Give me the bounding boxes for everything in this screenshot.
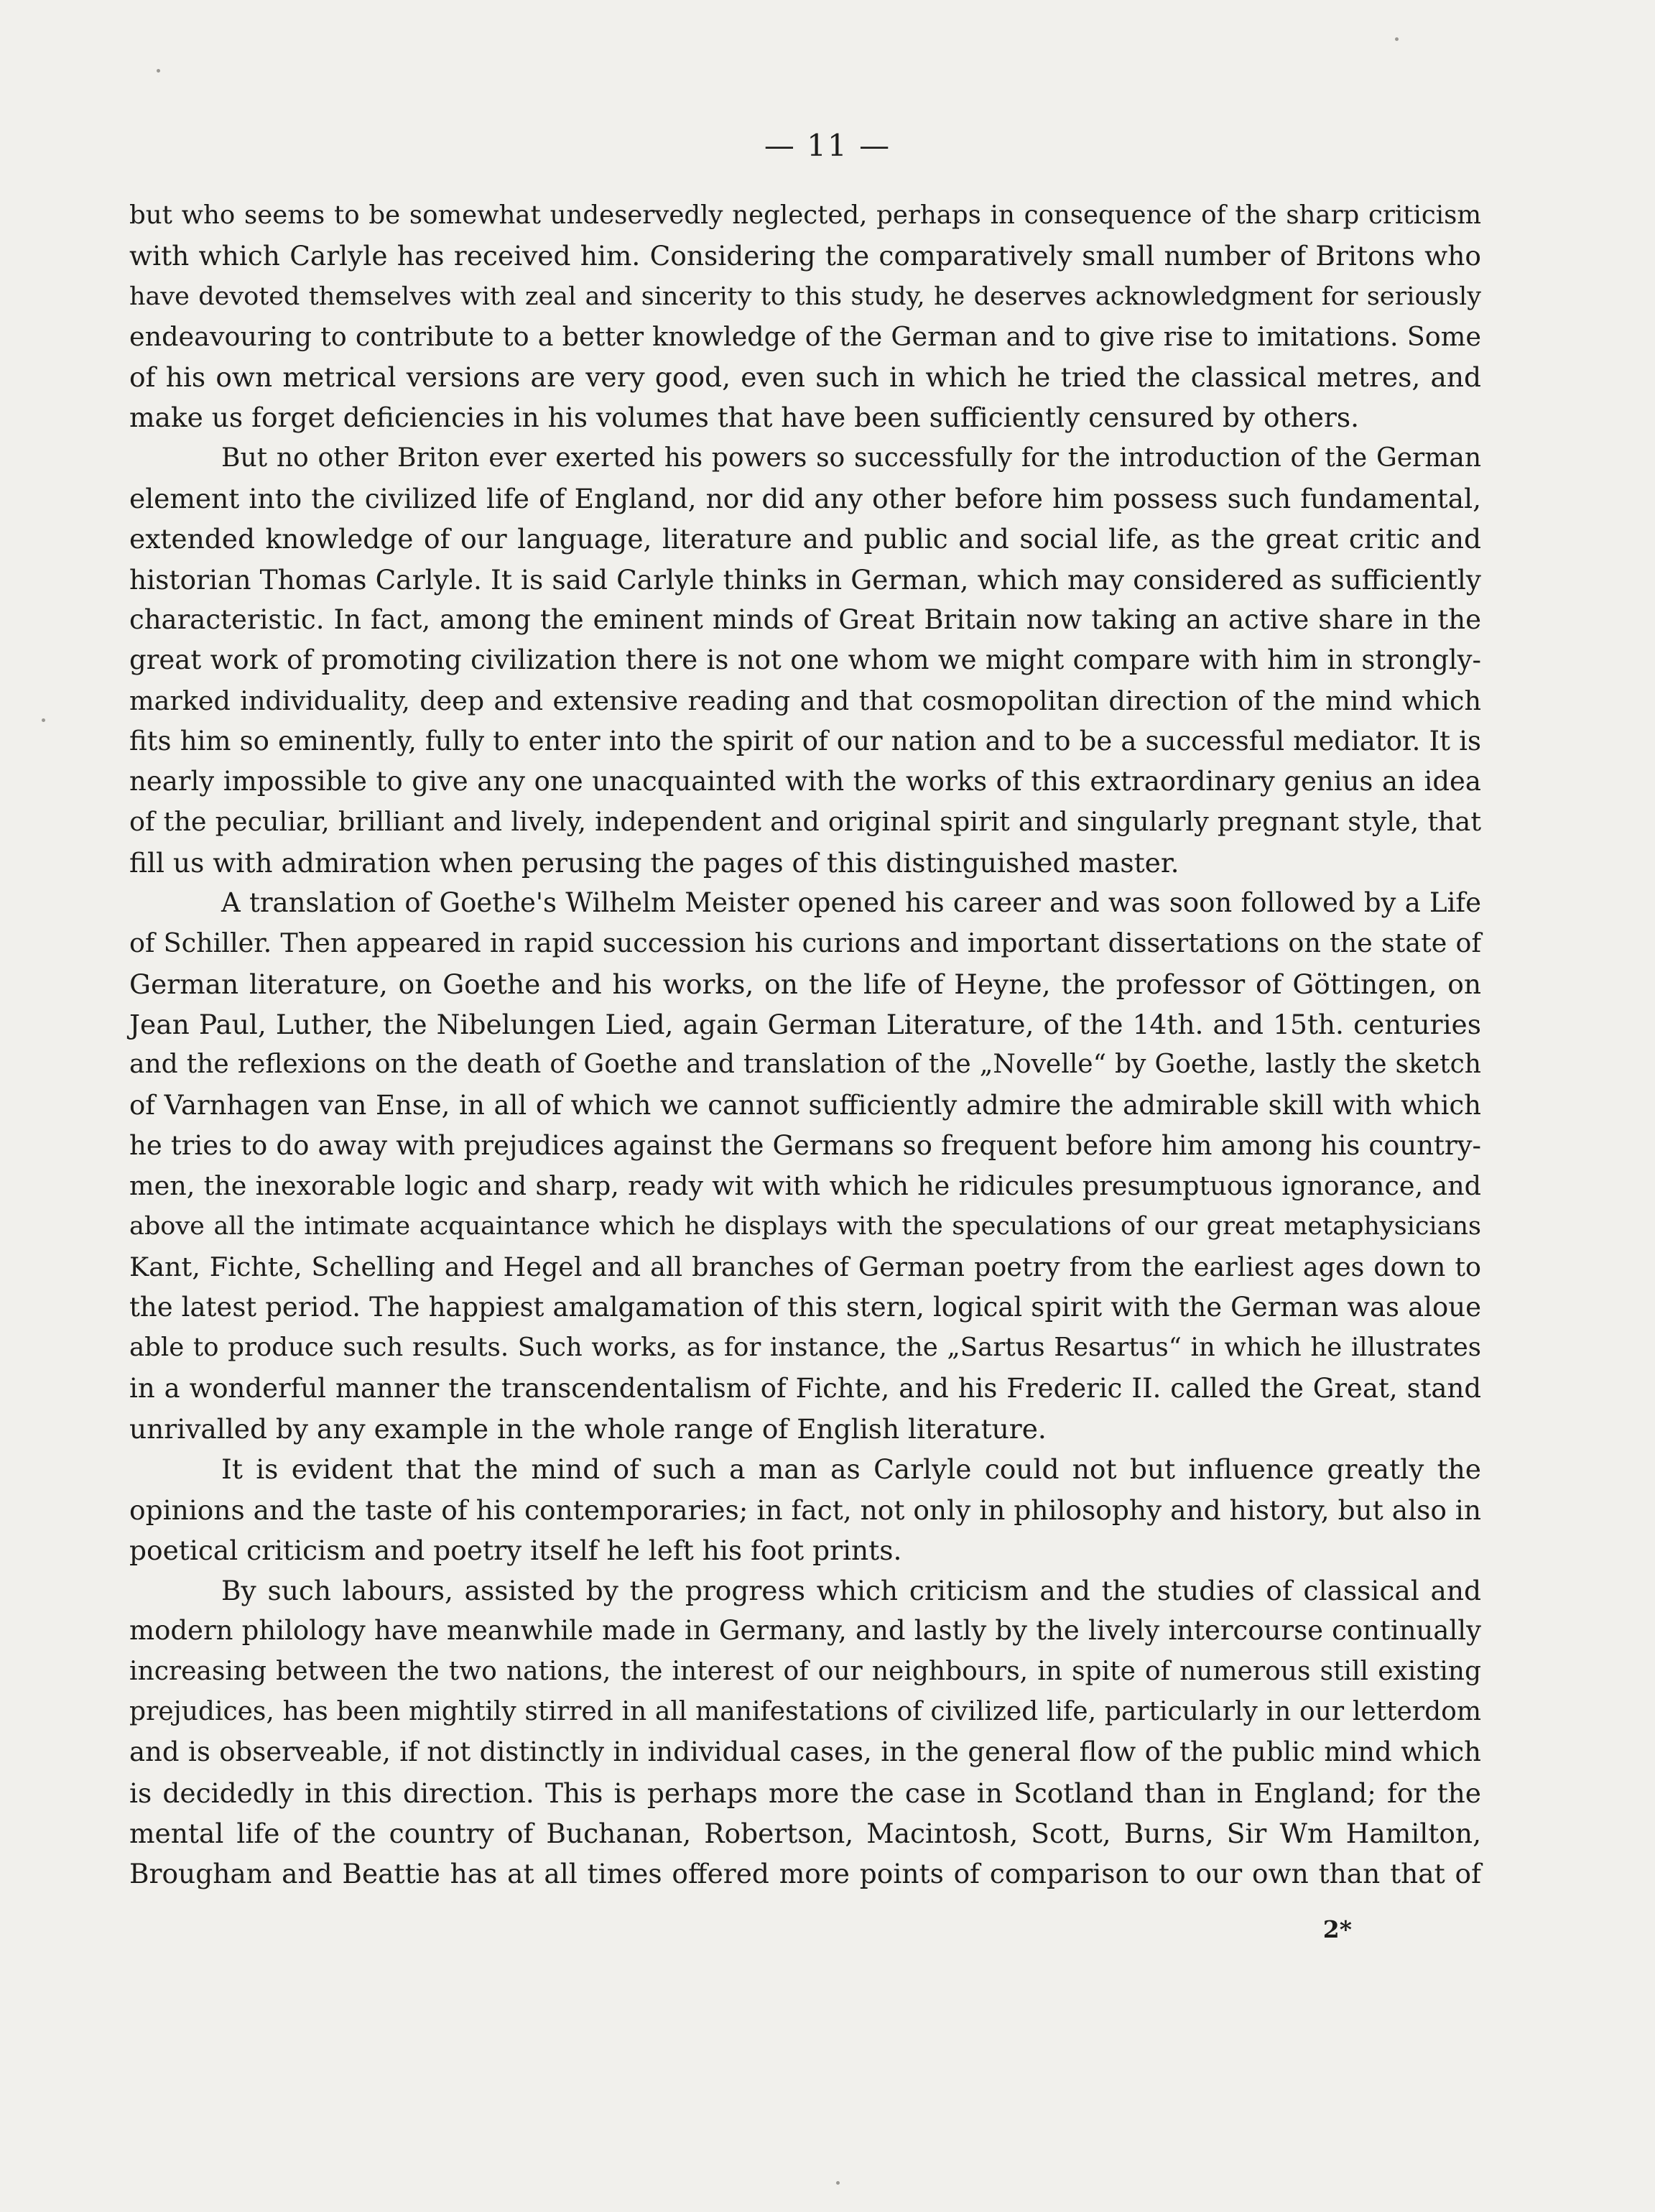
text-line: fill us with admiration when perusing the pages of this distinguished master. [129,846,1179,879]
text-line: with which Carlyle has received him. Considering the comparatively small number of Britons who [129,240,1481,272]
paper-speck [157,69,160,73]
text-line: above all the intimate acquaintance which he displays with the speculations of our great metaphysicians [129,1212,1481,1241]
text-line: modern philology have meanwhile made in Germany, and lastly by the lively intercourse continually [129,1615,1481,1647]
paragraph-first-line: A translation of Goethe's Wilhelm Meister opened his career and was soon followed by a Life [221,887,1481,919]
paper-speck [1395,37,1399,41]
body-text [129,195,1481,1894]
text-line: characteristic. In fact, among the eminent minds of Great Britain now taking an active share in the [129,603,1481,635]
text-line: historian Thomas Carlyle. It is said Carlyle thinks in German, which may considered as sufficiently [129,563,1481,596]
paragraph-first-line: But no other Briton ever exerted his powers so successfully for the introduction of the German [221,443,1481,473]
text-line: fits him so eminently, fully to enter into the spirit of our nation and to be a successful mediator. It is [129,725,1481,756]
text-line: men, the inexorable logic and sharp, ready wit with which he ridicules presumptuous ignorance, and [129,1170,1481,1202]
text-line: endeavouring to contribute to a better knowledge of the German and to give rise to imitations. Some [129,320,1481,352]
text-line: Brougham and Beattie has at all times offered more points of comparison to our own than that of [129,1858,1481,1890]
text-line: able to produce such results. Such works, as for instance, the „Sartus Resartus“ in which he illustrates [129,1333,1481,1363]
text-line: of the peculiar, brilliant and lively, independent and original spirit and singularly pregnant style, that [129,806,1481,838]
paragraph-first-line: By such labours, assisted by the progress which criticism and the studies of classical and [221,1575,1481,1607]
page-number: — 11 — [764,128,891,163]
text-line: he tries to do away with prejudices against the Germans so frequent before him among his country- [129,1129,1481,1161]
text-line: mental life of the country of Buchanan, Robertson, Macintosh, Scott, Burns, Sir Wm Hamilton, [129,1817,1481,1849]
paper-speck [42,718,45,722]
text-line: of his own metrical versions are very good, even such in which he tried the classical metres, and [129,361,1481,394]
text-line: make us forget deficiencies in his volumes that have been sufficiently censured by others. [129,402,1360,434]
paragraph-first-line: but who seems to be somewhat undeservedly neglected, perhaps in consequence of the sharp criticism [129,200,1481,230]
text-line: of Schiller. Then appeared in rapid succession his curions and important dissertations on the state of [129,927,1481,959]
text-line: opinions and the taste of his contemporaries; in fact, not only in philosophy and history, but also in [129,1494,1481,1526]
signature-mark: 2* [1322,1915,1352,1943]
text-line: in a wonderful manner the transcendentalism of Fichte, and his Frederic II. called the Great, stand [129,1372,1481,1404]
text-line: and the reflexions on the death of Goethe and translation of the „Novelle“ by Goethe, lastly the sketch [129,1050,1481,1080]
text-line: poetical criticism and poetry itself he left his foot prints. [129,1534,902,1566]
text-line: extended knowledge of our language, literature and public and social life, as the great critic and [129,523,1481,555]
text-line: the latest period. The happiest amalgamation of this stern, logical spirit with the German was aloue [129,1292,1481,1323]
text-line: is decidedly in this direction. This is perhaps more the case in Scotland than in England; for the [129,1777,1481,1809]
text-line: prejudices, has been mightily stirred in all manifestations of civilized life, particularly in our letterdom [129,1696,1481,1726]
text-line: have devoted themselves with zeal and sincerity to this study, he deserves acknowledgment for seriously [129,282,1481,311]
text-line: great work of promoting civilization there is not one whom we might compare with him in strongly- [129,644,1481,676]
text-line: Kant, Fichte, Schelling and Hegel and all branches of German poetry from the earliest ages down to [129,1251,1481,1282]
text-line: increasing between the two nations, the interest of our neighbours, in spite of numerous still existing [129,1656,1481,1686]
paper-speck [836,2181,840,2185]
text-line: marked individuality, deep and extensive reading and that cosmopolitan direction of the mind which [129,685,1481,716]
text-line: nearly impossible to give any one unacquainted with the works of this extraordinary genius an idea [129,766,1481,797]
text-line: German literature, on Goethe and his works, on the life of Heyne, the professor of Göttingen, on [129,968,1481,1000]
text-line: of Varnhagen van Ense, in all of which we cannot sufficiently admire the admirable skill with which [129,1089,1481,1121]
text-line: and is observeable, if not distinctly in individual cases, in the general flow of the public mind which [129,1736,1481,1768]
text-line: unrivalled by any example in the whole range of English literature. [129,1412,1047,1445]
text-line: element into the civilized life of England, nor did any other before him possess such fundamental, [129,483,1481,515]
paragraph-first-line: It is evident that the mind of such a man as Carlyle could not but influence greatly the [221,1453,1481,1486]
text-line: Jean Paul, Luther, the Nibelungen Lied, again German Literature, of the 14th. and 15th. centuries [129,1008,1481,1040]
